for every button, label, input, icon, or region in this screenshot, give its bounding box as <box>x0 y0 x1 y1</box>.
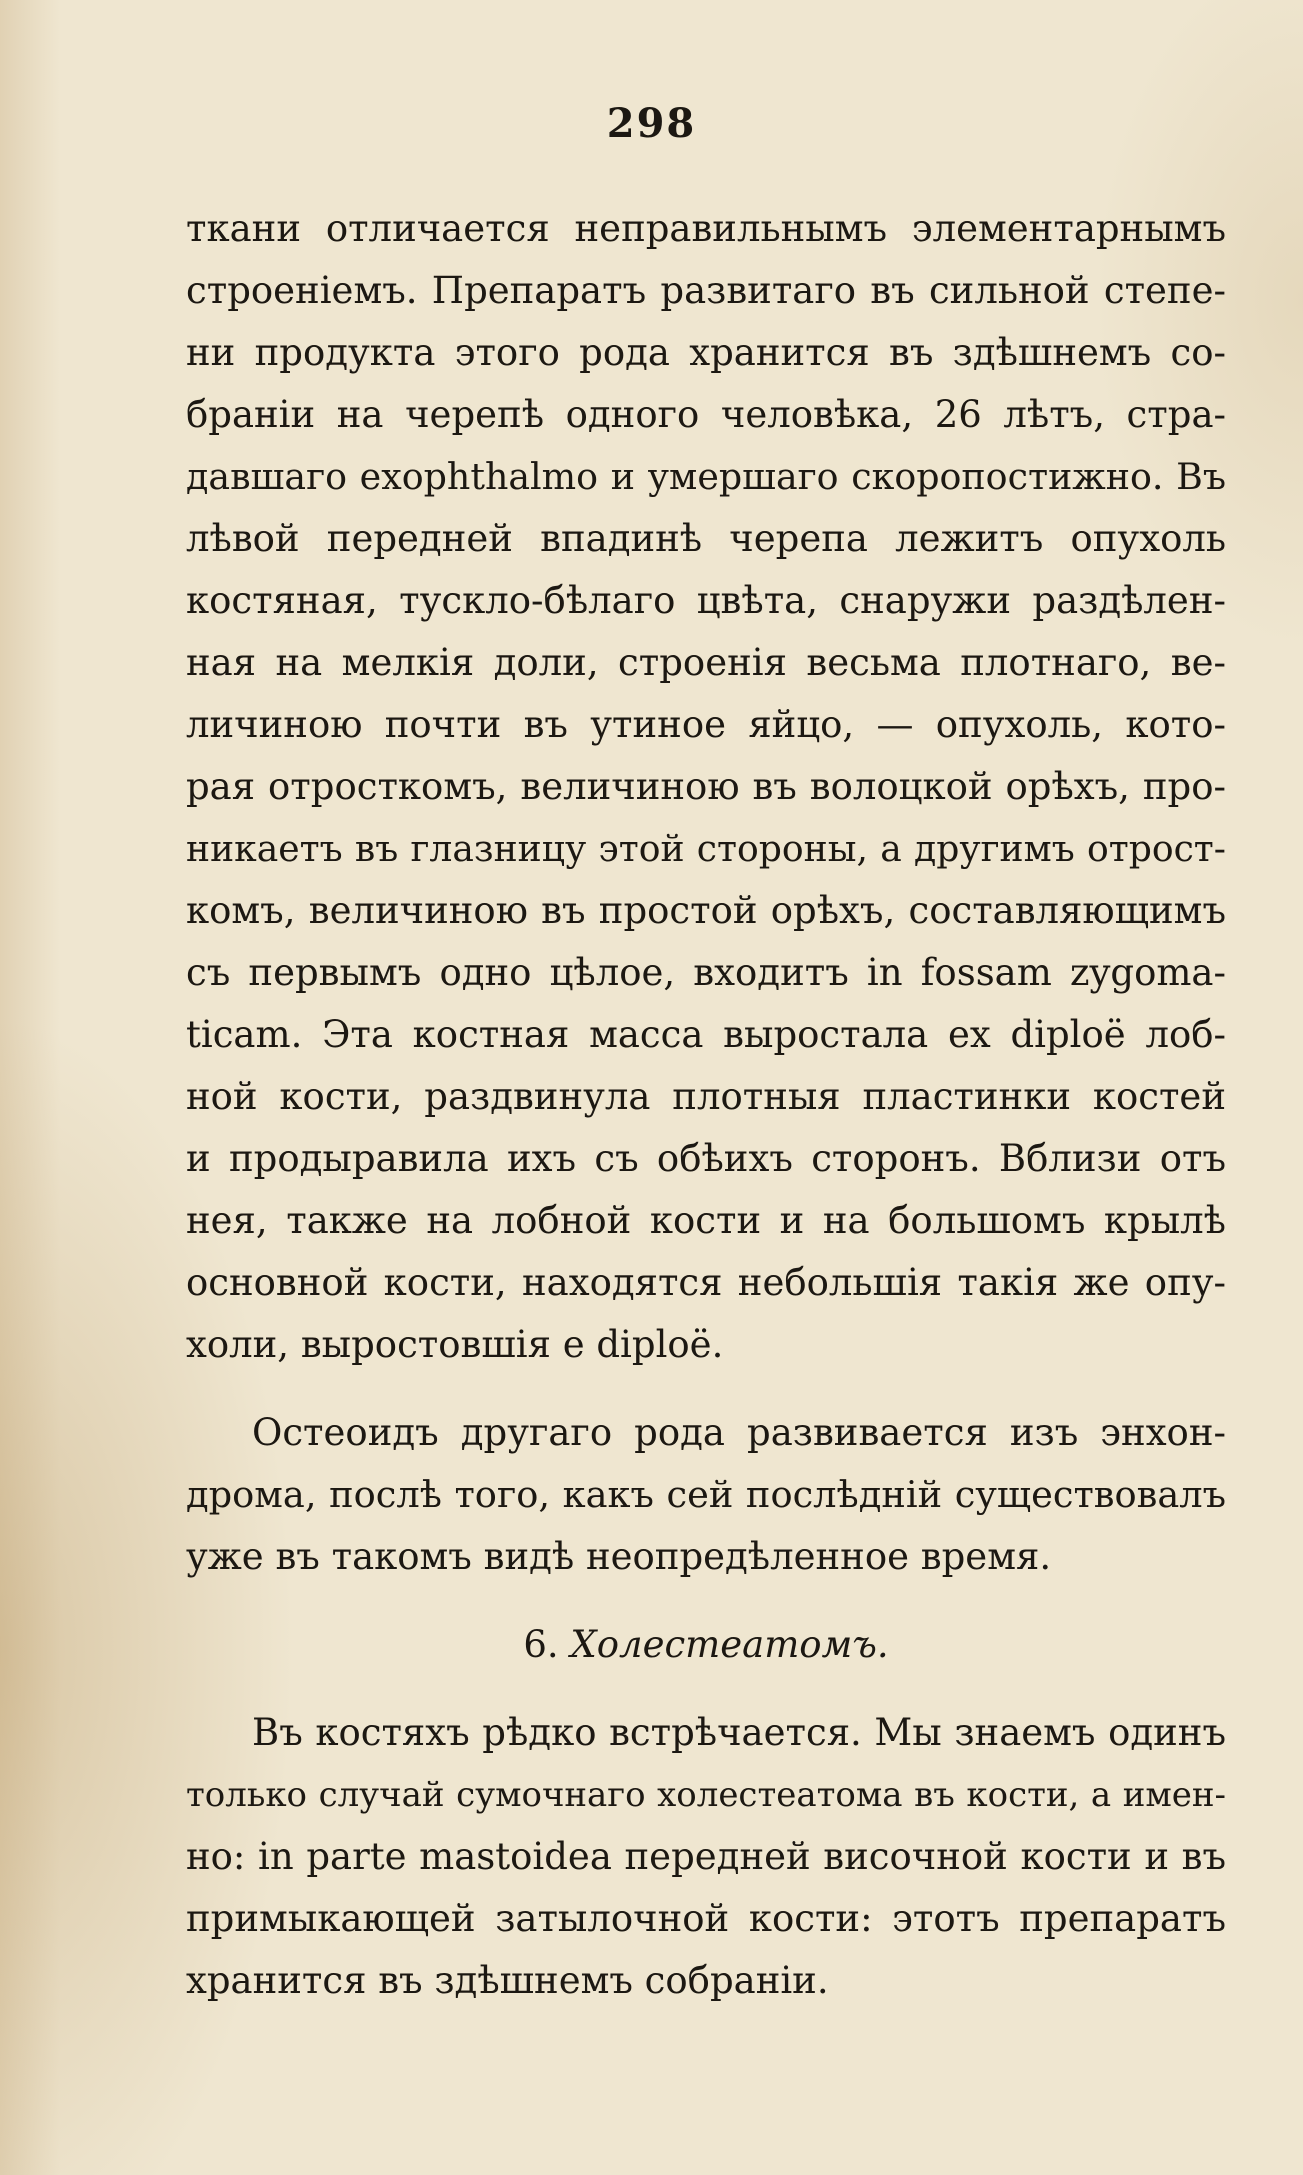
text-line: Остеоидъ другаго рода развивается изъ энхон- <box>252 1411 1226 1454</box>
text-line: и продыравила ихъ съ обѣихъ сторонъ. Вблизи отъ <box>186 1137 1226 1180</box>
text-line: дрома, послѣ того, какъ сей послѣдній существовалъ <box>186 1473 1226 1516</box>
text-line: рая отросткомъ, величиною въ волоцкой орѣхъ, про- <box>186 765 1226 808</box>
text-line: уже въ такомъ видѣ неопредѣленное время. <box>186 1535 1052 1578</box>
text-line: давшаго exophthalmo и умершаго скоропостижно. Въ <box>186 455 1226 498</box>
text-block <box>186 198 1226 2012</box>
section-title: Холестеатомъ. <box>570 1623 889 1666</box>
section-heading <box>186 1614 1226 1676</box>
text-line: только случай сумочнаго холестеатома въ кости, а имен- <box>186 1775 1226 1815</box>
text-line: никаетъ въ глазницу этой стороны, а другимъ отрост- <box>186 827 1226 870</box>
text-line: личиною почти въ утиное яйцо, — опухоль, кото- <box>186 703 1226 746</box>
text-line: хранится въ здѣшнемъ собраніи. <box>186 1959 829 2002</box>
text-line: примыкающей затылочной кости: этотъ препаратъ <box>186 1897 1226 1940</box>
paragraph-1 <box>186 198 1226 1376</box>
text-line: ни продукта этого рода хранится въ здѣшнемъ со- <box>186 331 1226 374</box>
section-number: 6. <box>523 1623 559 1666</box>
text-line: лѣвой передней впадинѣ черепа лежитъ опухоль <box>186 517 1226 560</box>
text-line: Въ костяхъ рѣдко встрѣчается. Мы знаемъ одинъ <box>252 1711 1226 1754</box>
text-line: браніи на черепѣ одного человѣка, 26 лѣтъ, стра- <box>186 393 1226 436</box>
text-line: строеніемъ. Препаратъ развитаго въ сильной степе- <box>186 269 1226 312</box>
text-line: ticam. Эта костная масса выростала ex diploë лоб- <box>186 1013 1226 1056</box>
text-line: комъ, величиною въ простой орѣхъ, составляющимъ <box>186 889 1226 932</box>
paragraph-3 <box>186 1702 1226 2012</box>
paragraph-2 <box>186 1402 1226 1588</box>
text-line: нея, также на лобной кости и на большомъ крылѣ <box>186 1199 1226 1242</box>
text-line: костяная, тускло-бѣлаго цвѣта, снаружи раздѣлен- <box>186 579 1226 622</box>
text-line: ткани отличается неправильнымъ элементарнымъ <box>186 207 1226 250</box>
page-number: 298 <box>606 100 697 147</box>
text-line: но: in parte mastoidea передней височной кости и въ <box>186 1835 1226 1878</box>
text-line: ная на мелкія доли, строенія весьма плотнаго, ве- <box>186 641 1226 684</box>
text-line: ной кости, раздвинула плотныя пластинки костей <box>186 1075 1226 1118</box>
text-line: съ первымъ одно цѣлое, входитъ in fossam zygoma- <box>186 951 1226 994</box>
text-line: основной кости, находятся небольшія такія же опу- <box>186 1261 1226 1304</box>
text-line: холи, выростовшія е diploë. <box>186 1323 724 1366</box>
